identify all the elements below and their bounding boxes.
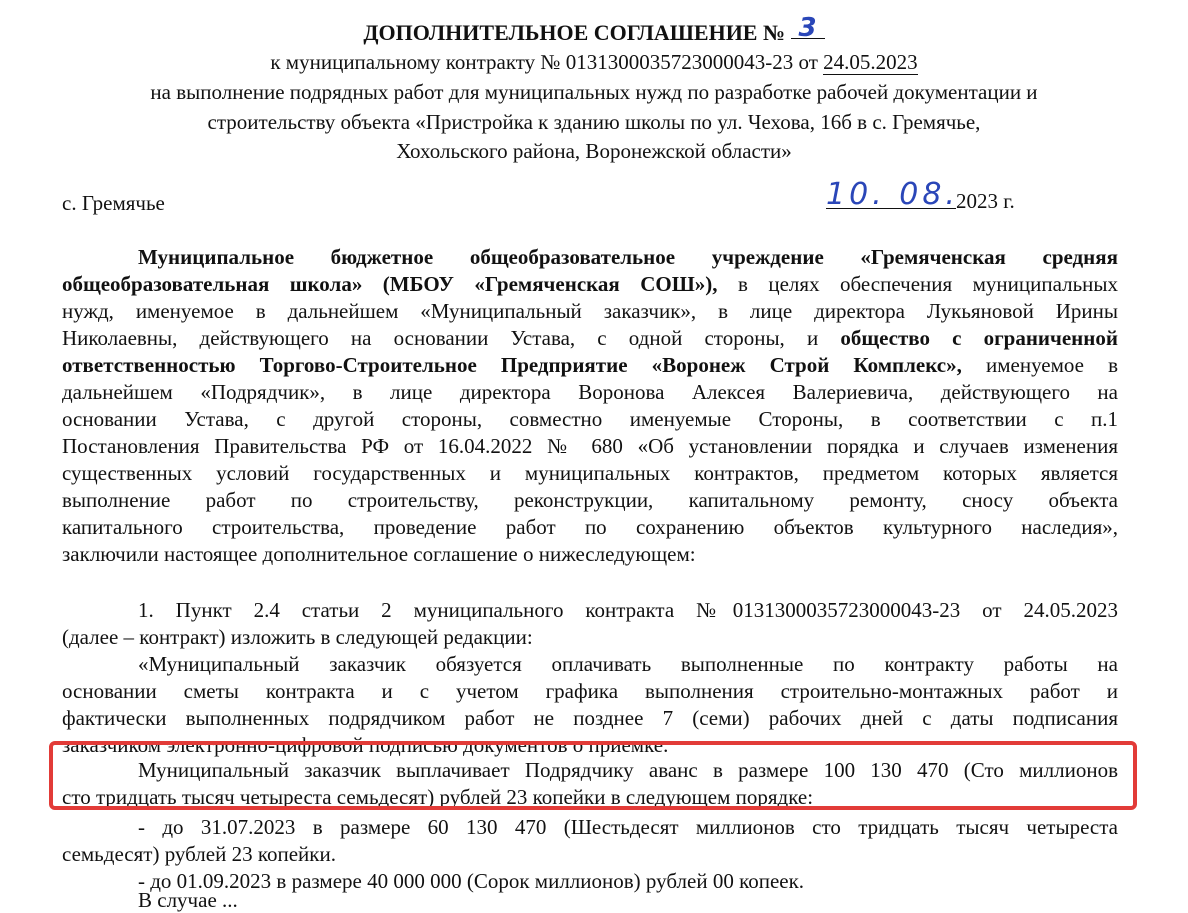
preamble-party-2-name: ответственностью Торгово-Строительное Предприятие «Воронеж Строй Комплекс», — [62, 353, 962, 377]
preamble-line-7: основании Устава, с другой стороны, совместно именуемые Стороны, в соответствии с п.1 — [62, 407, 1118, 431]
preamble-line-12: заключили настоящее дополнительное соглашение о нижеследующем: — [62, 542, 696, 566]
preamble-line-4 — [62, 326, 1118, 351]
contract-reference — [0, 50, 1188, 75]
clause-1-line-4: основании сметы контракта и с учетом графика выполнения строительно-монтажных работ и — [62, 679, 1118, 703]
highlight-box — [49, 741, 1137, 810]
clause-1-line-cut: В случае ... — [138, 888, 238, 912]
date-handwritten: 10. 08. — [826, 177, 959, 212]
preamble-text: Николаевны, действующего на основании Устава, с одной стороны, и — [62, 326, 841, 350]
preamble-party-1: Муниципальное бюджетное общеобразовательное учреждение «Гремяченская средняя — [138, 245, 1118, 269]
contract-reference-text: к муниципальному контракту № 0131300035723000043-23 от — [270, 50, 824, 74]
clause-1-line-2: (далее – контракт) изложить в следующей редакции: — [62, 625, 533, 649]
preamble-line-3: нужд, именуемое в дальнейшем «Муниципальный заказчик», в лице директора Лукьяновой Ирины — [62, 299, 1118, 323]
preamble-line-1 — [138, 245, 1118, 270]
agreement-title — [0, 13, 1188, 46]
clause-1-line-5: фактически выполненных подрядчиком работ не позднее 7 (семи) рабочих дней с даты подписания — [62, 706, 1118, 730]
subject-line-3: Хохольского района, Воронежской области» — [396, 139, 792, 163]
preamble-line-8: Постановления Правительства РФ от 16.04.2022 № 680 «Об установлении порядка и случаев изменения — [62, 434, 1118, 458]
subject-line-1: на выполнение подрядных работ для муниципальных нужд по разработке рабочей документации и — [150, 80, 1038, 104]
agreement-number-handwritten: 3 — [791, 18, 825, 39]
preamble-line-5 — [62, 353, 1118, 378]
preamble-line-6: дальнейшем «Подрядчик», в лице директора Воронова Алексея Валериевича, действующего на — [62, 380, 1118, 404]
preamble-party-2: общество с ограниченной — [840, 326, 1118, 350]
contract-date: 24.05.2023 — [823, 50, 918, 74]
preamble-line-2 — [62, 272, 1118, 297]
signing-date — [826, 177, 1015, 214]
subject-line-2: строительству объекта «Пристройка к зданию школы по ул. Чехова, 16б в с. Гремячье, — [207, 110, 981, 134]
advance-payment-line-2: сто тридцать тысяч четыреста семьдесят) рублей 23 копейки в следующем порядке: — [62, 785, 814, 809]
preamble-line-9: существенных условий государственных и муниципальных контрактов, предметом которых является — [62, 461, 1118, 485]
title-text: ДОПОЛНИТЕЛЬНОЕ СОГЛАШЕНИЕ № — [363, 20, 786, 45]
preamble-text: в целях обеспечения муниципальных — [717, 272, 1118, 296]
clause-1-line-6: заказчиком электронно-цифровой подписью документов о приемке. — [62, 733, 669, 757]
preamble-party-1-short: общеобразовательная школа» (МБОУ «Гремяченская СОШ»), — [62, 272, 718, 296]
place: с. Гремячье — [62, 191, 165, 215]
clause-1-line-3: «Муниципальный заказчик обязуется оплачивать выполненные по контракту работы на — [138, 652, 1118, 676]
payment-schedule-line-1: - до 31.07.2023 в размере 60 130 470 (Шестьдесят миллионов сто тридцать тысяч четыреста — [138, 815, 1118, 839]
payment-schedule-line-2: семьдесят) рублей 23 копейки. — [62, 842, 336, 866]
preamble-line-10: выполнение работ по строительству, реконструкции, капитальному ремонту, сносу объекта — [62, 488, 1118, 512]
year: 2023 г. — [956, 189, 1015, 213]
clause-1-line-1: 1. Пункт 2.4 статьи 2 муниципального контракта №0131300035723000043-23 от 24.05.2023 — [138, 598, 1118, 622]
payment-schedule-line-3: - до 01.09.2023 в размере 40 000 000 (Сорок миллионов) рублей 00 копеек. — [138, 869, 805, 893]
preamble-line-11: капитального строительства, проведение работ по сохранению объектов культурного наследия», — [62, 515, 1118, 539]
preamble-text: именуемое в — [961, 353, 1119, 377]
advance-payment-line-1: Муниципальный заказчик выплачивает Подрядчику аванс в размере 100 130 470 (Сто миллионов — [138, 758, 1118, 782]
